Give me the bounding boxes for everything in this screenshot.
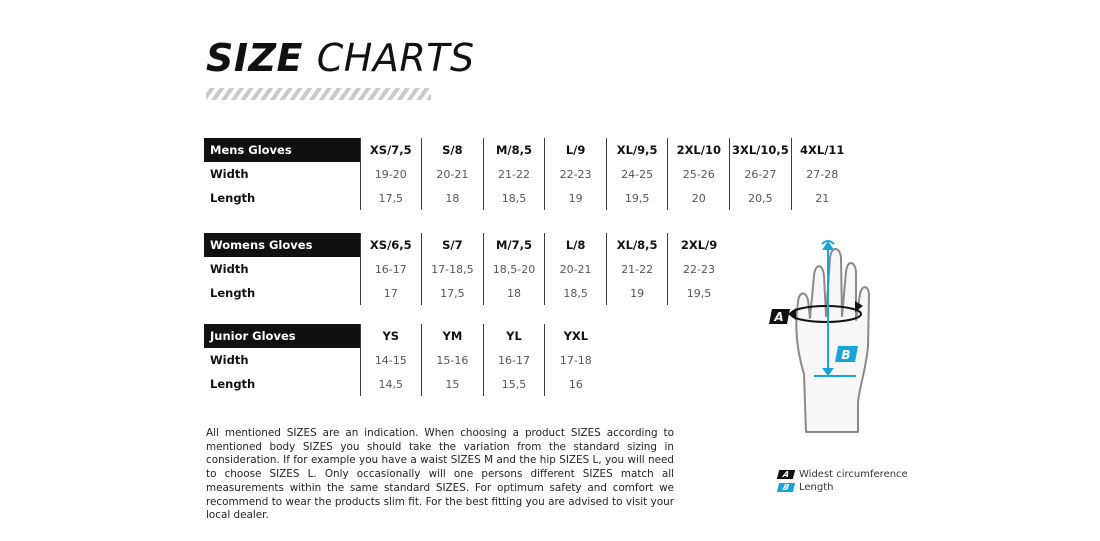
- glove-outline: [796, 249, 869, 432]
- measurement-cell: 20-21: [545, 257, 607, 281]
- measurement-cell: 21-22: [483, 162, 545, 186]
- size-header-cell: YL: [483, 324, 545, 348]
- size-header-cell: 4XL/11: [791, 138, 853, 162]
- table-title-cell: Junior Gloves: [204, 324, 360, 348]
- size-header-cell: S/7: [422, 233, 484, 257]
- legend-item-a: [778, 468, 908, 481]
- size-header-cell: 2XL/10: [668, 138, 730, 162]
- measurement-legend: [778, 468, 908, 494]
- measurement-cell: 15-16: [422, 348, 484, 372]
- measurement-cell: 20-21: [422, 162, 484, 186]
- legend-tag-b: B: [777, 483, 795, 492]
- measurement-cell: 21: [791, 186, 853, 210]
- measurement-cell: 16-17: [360, 257, 422, 281]
- table-header-row: [204, 233, 730, 257]
- table-header-row: [204, 138, 853, 162]
- row-label-cell: Width: [210, 262, 249, 276]
- legend-item-b: [778, 481, 908, 494]
- table-row: [204, 372, 606, 396]
- womens-gloves-size-table: [204, 233, 730, 305]
- table-row: [204, 257, 730, 281]
- measurement-cell: 14,5: [360, 372, 422, 396]
- measurement-cell: 19: [606, 281, 668, 305]
- measurement-cell: 18,5: [545, 281, 607, 305]
- measurement-cell: 17: [360, 281, 422, 305]
- measurement-cell: 24-25: [606, 162, 668, 186]
- size-header-cell: XS/6,5: [360, 233, 422, 257]
- row-label-cell: Length: [210, 286, 256, 300]
- mens-gloves-size-table: [204, 138, 853, 210]
- measurement-cell: 20,5: [730, 186, 792, 210]
- measurement-cell: 17,5: [360, 186, 422, 210]
- row-label-cell: Length: [210, 377, 256, 391]
- size-header-cell: XS/7,5: [360, 138, 422, 162]
- size-header-cell: 2XL/9: [668, 233, 730, 257]
- measurement-cell: 18,5-20: [483, 257, 545, 281]
- measurement-cell: 20: [668, 186, 730, 210]
- measurement-cell: 19,5: [668, 281, 730, 305]
- size-header-cell: M/8,5: [483, 138, 545, 162]
- legend-text-a: Widest circumference: [799, 469, 908, 480]
- measurement-cell: 18: [483, 281, 545, 305]
- measurement-cell: 26-27: [730, 162, 792, 186]
- table-title-cell: Womens Gloves: [204, 233, 360, 257]
- measurement-cell: 16: [545, 372, 607, 396]
- table-row: [204, 162, 853, 186]
- size-header-cell: XL/8,5: [606, 233, 668, 257]
- measurement-cell: 17,5: [422, 281, 484, 305]
- measurement-cell: 22-23: [668, 257, 730, 281]
- measurement-cell: 22-23: [545, 162, 607, 186]
- measurement-cell: 21-22: [606, 257, 668, 281]
- junior-gloves-size-table: [204, 324, 606, 396]
- marker-a-label: A: [774, 310, 784, 324]
- measurement-cell: 18,5: [483, 186, 545, 210]
- title-stripe-divider: [206, 88, 431, 100]
- page-title: [206, 36, 475, 80]
- measurement-cell: 19: [545, 186, 607, 210]
- measurement-cell: 27-28: [791, 162, 853, 186]
- legend-tag-a: A: [777, 470, 795, 479]
- measurement-cell: 15,5: [483, 372, 545, 396]
- title-light: CHARTS: [316, 36, 475, 80]
- size-header-cell: L/8: [545, 233, 607, 257]
- title-bold: SIZE: [206, 36, 304, 80]
- size-header-cell: YS: [360, 324, 422, 348]
- size-header-cell: L/9: [545, 138, 607, 162]
- legend-text-b: Length: [799, 482, 834, 493]
- row-label-cell: Width: [210, 167, 249, 181]
- size-header-cell: YM: [422, 324, 484, 348]
- size-header-cell: XL/9,5: [606, 138, 668, 162]
- marker-b-label: B: [841, 348, 851, 362]
- size-header-cell: M/7,5: [483, 233, 545, 257]
- table-row: [204, 186, 853, 210]
- table-header-row: [204, 324, 606, 348]
- measurement-cell: 17-18: [545, 348, 607, 372]
- table-row: [204, 281, 730, 305]
- row-label-cell: Width: [210, 353, 249, 367]
- table-title-cell: Mens Gloves: [204, 138, 360, 162]
- measurement-cell: 19-20: [360, 162, 422, 186]
- sizing-note: All mentioned SIZES are an indication. When choosing a product SIZES according to mentioned body SIZES you should take the variation from the standard sizing in consideration. If for example you have a waist SIZES M and the hip SIZES L, you will need to choose SIZES L. Only occasionally will one persons different SIZES match all measurements within the same standard SIZES. For optimum safety and comfort we recommend to wear the products slim fit. For the best fitting you are advised to visit your local dealer.: [206, 427, 674, 522]
- glove-measurement-diagram: [764, 236, 904, 436]
- measurement-cell: 17-18,5: [422, 257, 484, 281]
- measurement-cell: 16-17: [483, 348, 545, 372]
- measurement-cell: 15: [422, 372, 484, 396]
- size-header-cell: 3XL/10,5: [730, 138, 792, 162]
- size-header-cell: S/8: [422, 138, 484, 162]
- measurement-cell: 18: [422, 186, 484, 210]
- row-label-cell: Length: [210, 191, 256, 205]
- size-header-cell: YXL: [545, 324, 607, 348]
- measurement-cell: 14-15: [360, 348, 422, 372]
- measurement-cell: 19,5: [606, 186, 668, 210]
- measurement-cell: 25-26: [668, 162, 730, 186]
- table-row: [204, 348, 606, 372]
